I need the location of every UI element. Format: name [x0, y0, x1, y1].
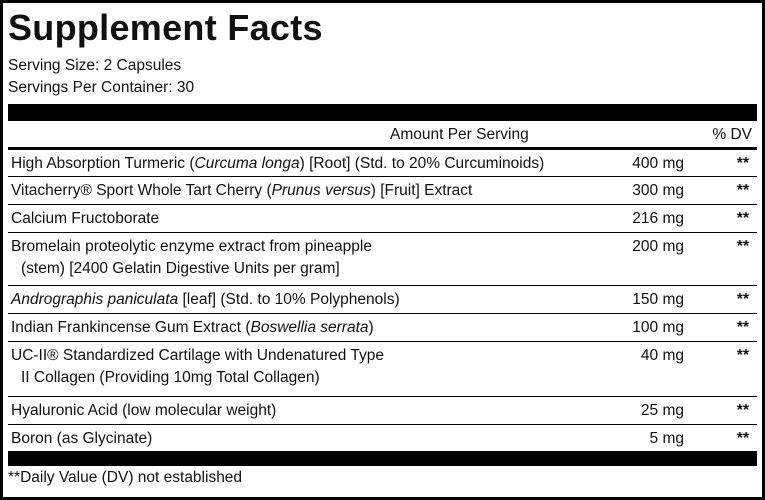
ingredient-text: ) [Fruit] Extract: [370, 182, 473, 199]
ingredient-text: Vitacherry® Sport Whole Tart Cherry (: [11, 182, 272, 199]
ingredient-name-line1: [11, 402, 276, 419]
amount-value: 100 mg: [632, 319, 684, 336]
ingredient-name: [11, 400, 276, 422]
ingredient-name-line2: II Collagen (Providing 10mg Total Collagen): [21, 369, 320, 386]
daily-value: **: [736, 155, 749, 172]
daily-value: **: [736, 402, 749, 419]
ingredient-name: [11, 208, 159, 230]
ingredient-row: [8, 150, 757, 177]
ingredient-text: Indian Frankincense Gum Extract (: [11, 319, 251, 336]
daily-value: **: [736, 182, 749, 199]
ingredient-text: Boron (as Glycinate): [11, 430, 153, 447]
ingredient-text: ): [368, 319, 374, 336]
ingredient-text: ) [Root] (Std. to 20% Curcuminoids): [299, 155, 545, 172]
amount-value: 25 mg: [640, 402, 684, 419]
ingredient-row: [8, 342, 757, 397]
ingredient-row: [8, 314, 757, 342]
ingredient-text: High Absorption Turmeric (: [11, 155, 195, 172]
ingredient-text: [leaf] (Std. to 10% Polyphenols): [178, 291, 400, 308]
daily-value-header: % DV: [712, 126, 752, 143]
ingredient-name-line1: [11, 210, 159, 227]
latin-name: Prunus versus: [271, 182, 371, 199]
ingredient-row: [8, 233, 757, 286]
ingredient-row: [8, 205, 757, 233]
ingredient-name: [11, 317, 374, 339]
ingredient-row: [8, 177, 757, 205]
ingredient-name: [11, 153, 544, 175]
amount-value: 5 mg: [649, 430, 684, 447]
amount-per-serving-header: Amount Per Serving: [390, 126, 529, 143]
daily-value: **: [736, 291, 749, 308]
amount-value: 150 mg: [632, 291, 684, 308]
ingredient-text: Calcium Fructoborate: [11, 210, 160, 227]
ingredient-row: [8, 397, 757, 425]
thick-divider-bottom: [8, 451, 757, 466]
daily-value: **: [736, 347, 749, 364]
amount-value: 200 mg: [632, 238, 684, 255]
ingredient-text: UC-II® Standardized Cartilage with Undenatured Type: [11, 347, 384, 364]
page-title: Supplement Facts: [8, 7, 323, 48]
ingredient-name-line1: [11, 347, 384, 364]
footnote: **Daily Value (DV) not established: [8, 469, 243, 486]
serving-size: Serving Size: 2 Capsules: [8, 57, 182, 74]
ingredient-name: [11, 180, 472, 202]
daily-value: **: [736, 210, 749, 227]
amount-value: 400 mg: [632, 155, 684, 172]
ingredient-name-line1: [11, 182, 472, 199]
ingredient-name-line2: (stem) [2400 Gelatin Digestive Units per gram]: [21, 260, 340, 277]
ingredient-name-line1: [11, 238, 372, 255]
ingredient-row: [8, 286, 757, 314]
ingredient-list: [8, 150, 757, 452]
latin-name: Curcuma longa: [194, 155, 300, 172]
latin-name: Andrographis paniculata: [11, 291, 179, 308]
ingredient-row: [8, 425, 757, 452]
daily-value: **: [736, 430, 749, 447]
ingredient-text: Hyaluronic Acid (low molecular weight): [11, 402, 277, 419]
ingredient-name-line1: [11, 430, 152, 447]
daily-value: **: [736, 319, 749, 336]
ingredient-text: Bromelain proteolytic enzyme extract from pineapple: [11, 238, 372, 255]
ingredient-name: [11, 345, 384, 389]
amount-value: 40 mg: [640, 347, 684, 364]
ingredient-name: [11, 428, 152, 450]
column-header-row: [8, 123, 757, 147]
amount-value: 216 mg: [632, 210, 684, 227]
thick-divider-top: [8, 104, 757, 121]
ingredient-name: [11, 289, 400, 311]
ingredient-name-line1: [11, 319, 374, 336]
servings-per-container: Servings Per Container: 30: [8, 79, 195, 96]
ingredient-name: [11, 236, 372, 280]
ingredient-name-line1: [11, 291, 400, 308]
daily-value: **: [736, 238, 749, 255]
amount-value: 300 mg: [632, 182, 684, 199]
ingredient-name-line1: [11, 155, 544, 172]
latin-name: Boswellia serrata: [250, 319, 369, 336]
